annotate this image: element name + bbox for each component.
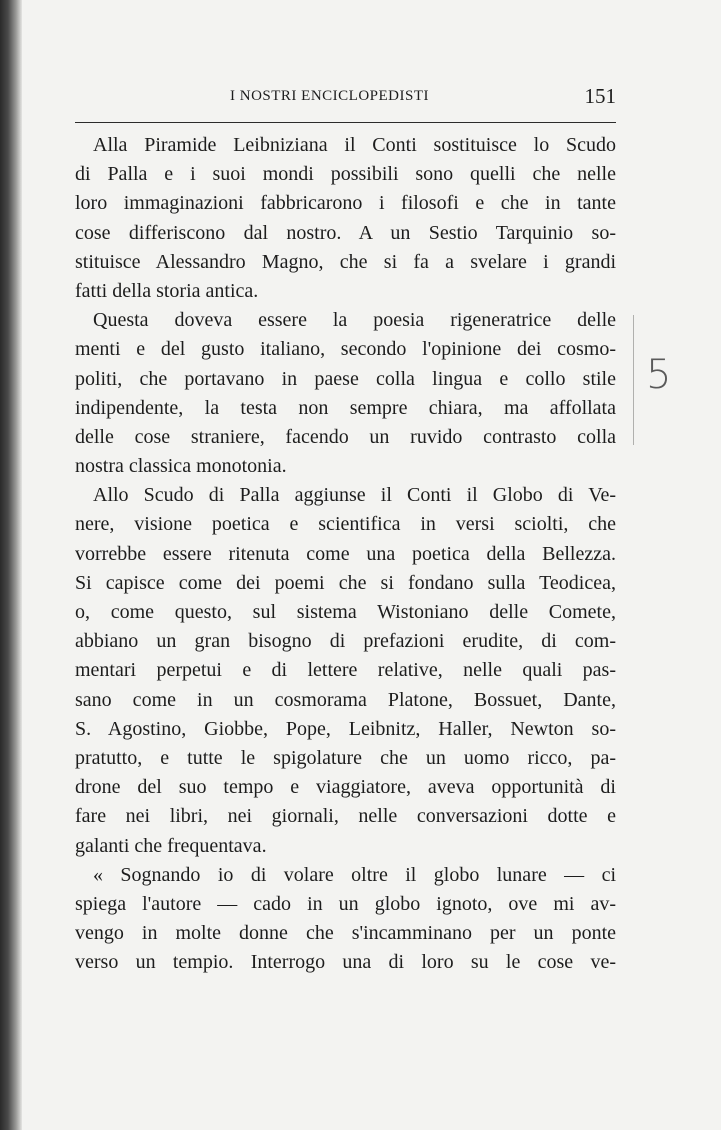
body-text [75, 131, 616, 977]
text-line: galanti che frequentava. [75, 834, 267, 857]
margin-handwritten-note: 5 [646, 352, 672, 398]
book-binding-edge [0, 0, 22, 1130]
text-line: fare nei libri, nei giornali, nelle conversazioni dotte e [75, 805, 616, 828]
text-line: indipendente, la testa non sempre chiara, ma affollata [75, 396, 616, 419]
text-line: stituisce Alessandro Magno, che si fa a svelare i grandi [75, 250, 616, 273]
text-line: verso un tempio. Interrogo una di loro su le cose ve- [75, 951, 616, 974]
text-line: Questa doveva essere la poesia rigeneratrice delle [93, 309, 616, 332]
text-line: nere, visione poetica e scientifica in versi sciolti, che [75, 513, 616, 536]
text-line: abbiano un gran bisogno di prefazioni erudite, di com- [75, 630, 616, 653]
text-line: menti e del gusto italiano, secondo l'opinione dei cosmo- [75, 338, 616, 361]
text-line: Si capisce come dei poemi che si fondano sulla Teodicea, [75, 571, 616, 594]
page-header [75, 84, 616, 114]
text-line: nostra classica monotonia. [75, 455, 287, 478]
page-number: 151 [584, 84, 616, 108]
text-line: « Sognando io di volare oltre il globo lunare — ci [93, 863, 616, 886]
text-line: mentari perpetui e di lettere relative, nelle quali pas- [75, 659, 616, 682]
text-line: S. Agostino, Giobbe, Pope, Leibnitz, Haller, Newton so- [75, 717, 616, 740]
margin-pencil-mark [633, 315, 634, 445]
text-line: sano come in un cosmorama Platone, Bossuet, Dante, [75, 688, 616, 711]
text-line: Allo Scudo di Palla aggiunse il Conti il Globo di Ve- [93, 484, 616, 507]
text-line: di Palla e i suoi mondi possibili sono quelli che nelle [75, 163, 616, 186]
text-line: delle cose straniere, facendo un ruvido contrasto colla [75, 425, 616, 448]
text-line: pratutto, e tutte le spigolature che un uomo ricco, pa- [75, 746, 616, 769]
text-line: cose differiscono dal nostro. A un Sestio Tarquinio so- [75, 221, 616, 244]
text-line: vorrebbe essere ritenuta come una poetica della Bellezza. [75, 542, 616, 565]
text-line: loro immaginazioni fabbricarono i filosofi e che in tante [75, 192, 616, 215]
text-line: politi, che portavano in paese colla lingua e collo stile [75, 367, 616, 390]
header-rule [75, 122, 616, 123]
running-title: I NOSTRI ENCICLOPEDISTI [230, 88, 429, 104]
text-line: Alla Piramide Leibniziana il Conti sostituisce lo Scudo [93, 134, 616, 156]
text-line: o, come questo, sul sistema Wistoniano delle Comete, [75, 601, 616, 623]
text-line: drone del suo tempo e viaggiatore, aveva opportunità di [75, 776, 616, 799]
text-line: fatti della storia antica. [75, 279, 259, 302]
text-line: vengo in molte donne che s'incamminano per un ponte [75, 922, 616, 945]
text-line: spiega l'autore — cado in un globo ignoto, ove mi av- [75, 892, 616, 915]
